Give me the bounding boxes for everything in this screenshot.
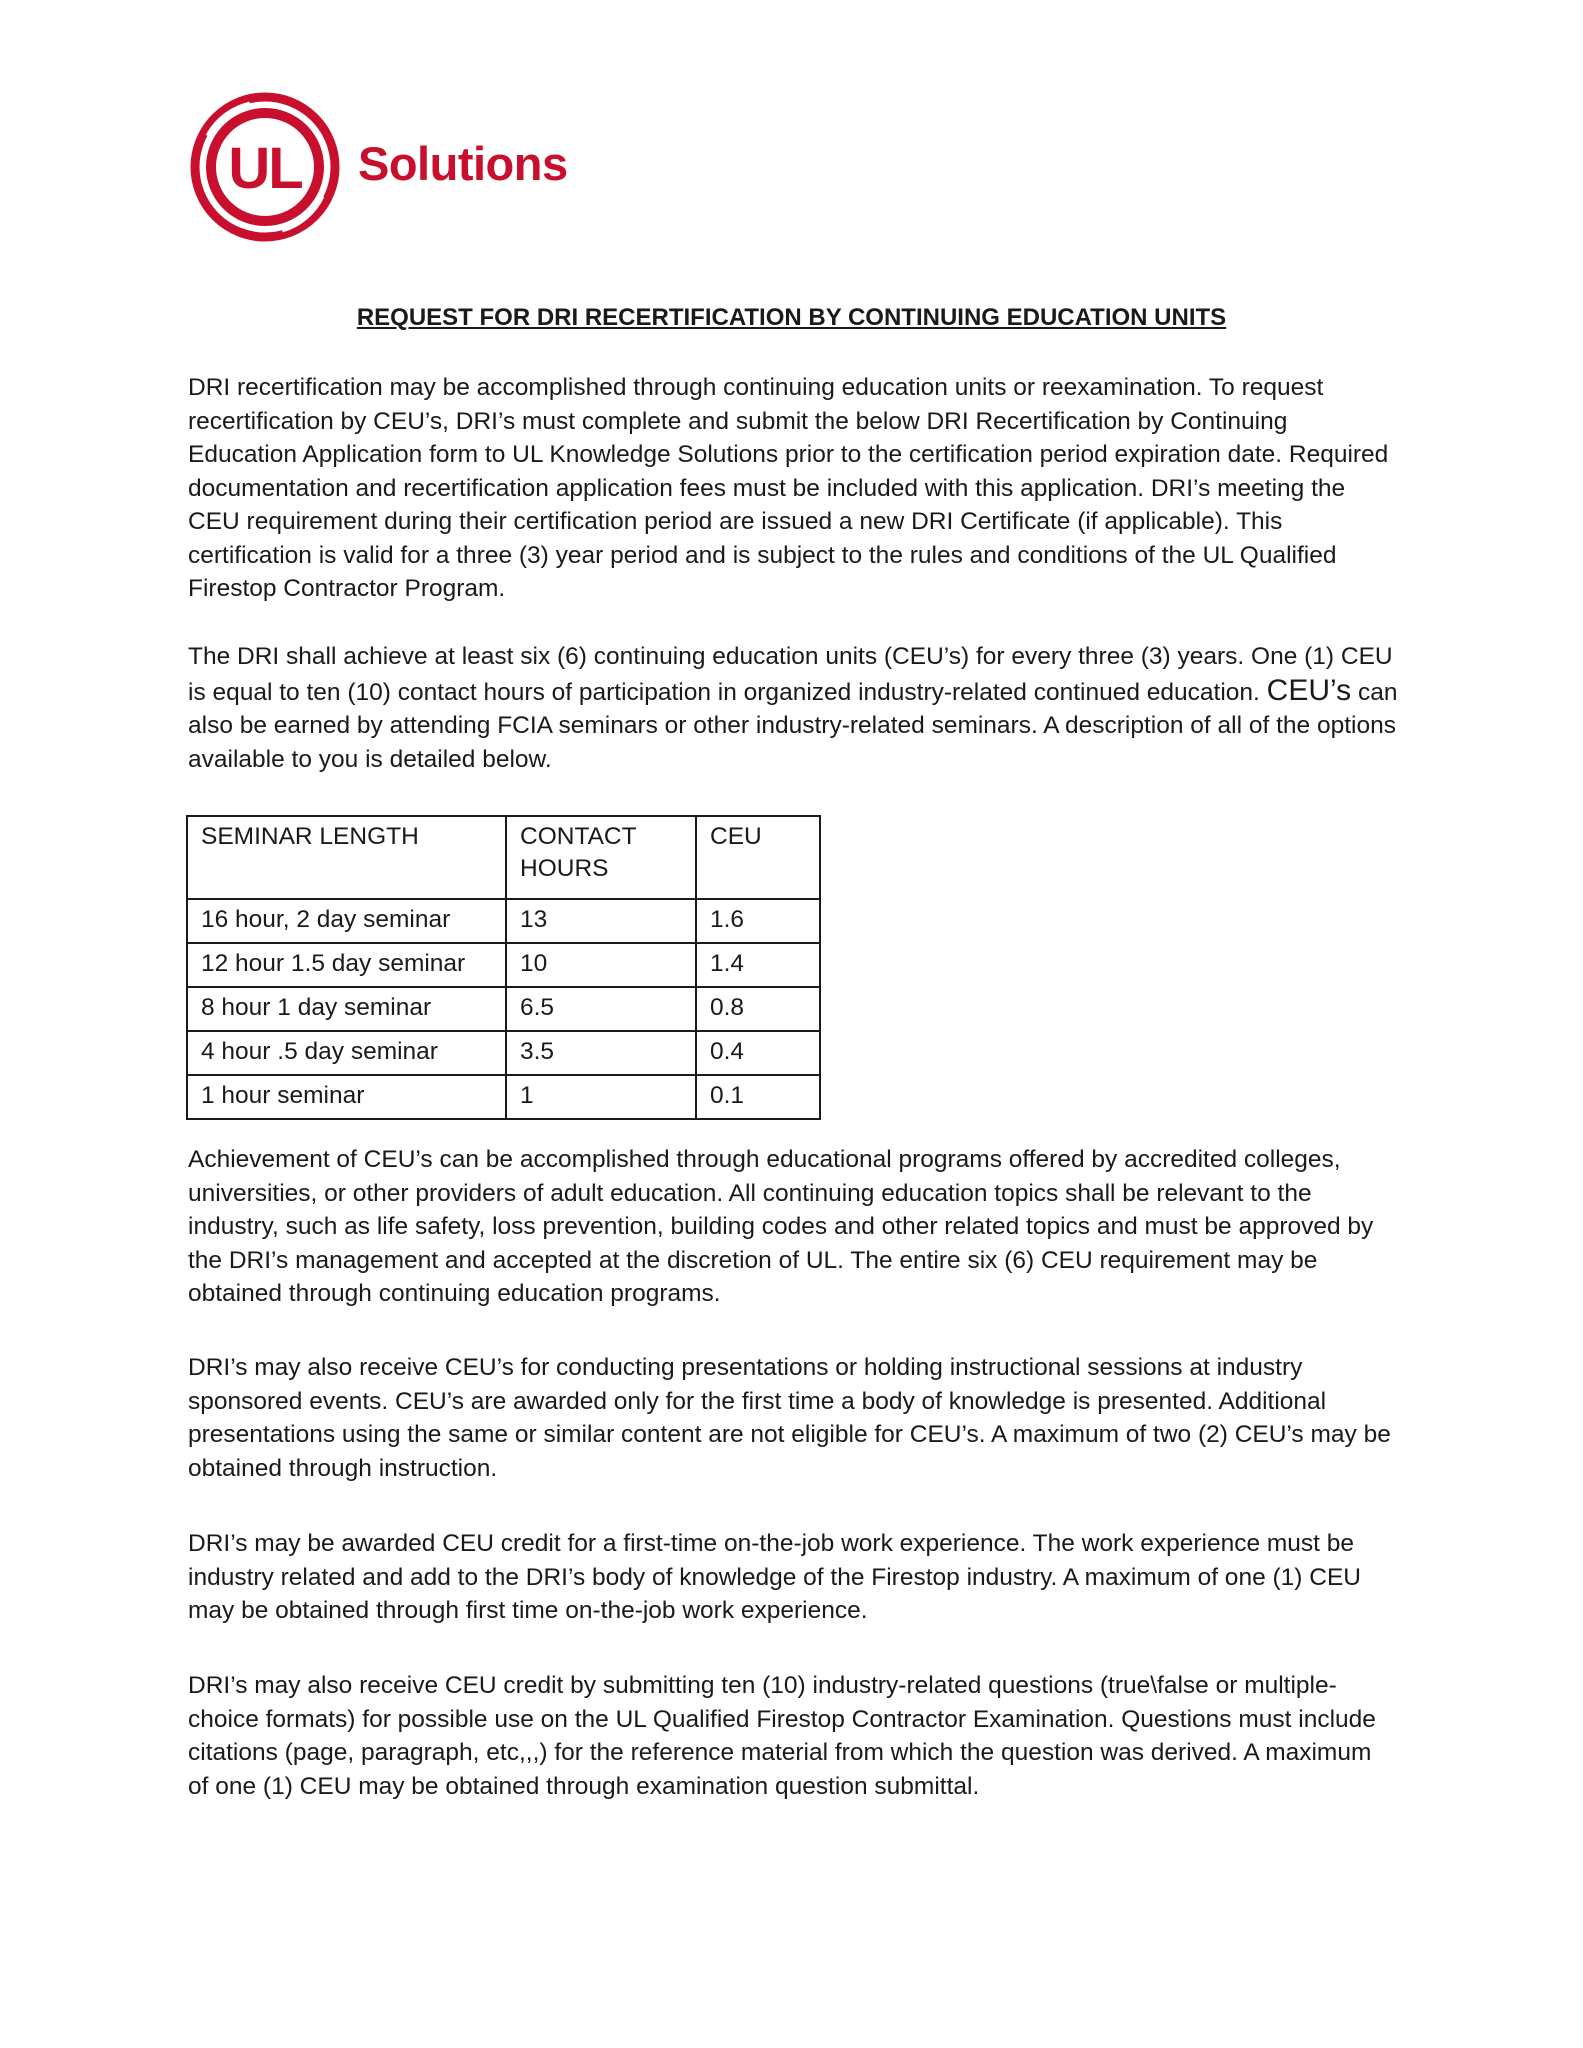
table-cell: 0.4 — [696, 1031, 820, 1075]
table-header-row — [187, 816, 820, 899]
ceu-requirement-text-cont: can also be earned by attending FCIA seminars or other industry-related seminars. A description of all of the options available to you is detailed below. — [188, 678, 1398, 773]
table-cell: 0.1 — [696, 1075, 820, 1119]
table-cell: 0.8 — [696, 987, 820, 1031]
ceu-requirement-text: The DRI shall achieve at least six (6) continuing education units (CEU’s) for every three (3) years. One (1) CEU is equal to ten (10) contact hours of participation in organized industry-related continued education. — [188, 643, 1393, 706]
table-cell: 1 — [506, 1075, 696, 1119]
paragraph-ceu-requirement — [188, 640, 1398, 776]
table-cell: 3.5 — [506, 1031, 696, 1075]
ul-logo-letters — [190, 92, 340, 242]
table-row — [187, 1075, 820, 1119]
table-row — [187, 943, 820, 987]
column-header-ceu: CEU — [696, 816, 820, 899]
svg-text:UL: UL — [228, 136, 302, 201]
table-cell: 10 — [506, 943, 696, 987]
paragraph-recertification-intro: DRI recertification may be accomplished through continuing education units or reexamination. To request recertification by CEU’s, DRI’s must complete and submit the below DRI Recertification by Continuing Education Application form to UL Knowledge Solutions prior to the certification period expiration date. Required documentation and recertification application fees must be included with this application. DRI’s meeting the CEU requirement during their certification period are issued a new DRI Certificate (if applicable). This certification is valid for a three (3) year period and is subject to the rules and conditions of the UL Qualified Firestop Contractor Program. — [188, 374, 1389, 602]
column-header-seminar-length: SEMINAR LENGTH — [187, 816, 506, 899]
document-title: REQUEST FOR DRI RECERTIFICATION BY CONTINUING EDUCATION UNITS — [356, 304, 1227, 331]
table-row — [187, 899, 820, 943]
paragraph-presentations: DRI’s may also receive CEU’s for conducting presentations or holding instructional sessions at industry sponsored events. CEU’s are awarded only for the first time a body of knowledge is presented. Additional presentations using the same or similar content are not eligible for CEU’s. A maximum of two (2) CEU’s may be obtained through instruction. — [188, 1354, 1391, 1482]
paragraph-work-experience: DRI’s may be awarded CEU credit for a first-time on-the-job work experience. The work experience must be industry related and add to the DRI’s body of knowledge of the Firestop industry. A maximum of one (1) CEU may be obtained through first time on-the-job work experience. — [188, 1530, 1361, 1624]
paragraph-exam-questions: DRI’s may also receive CEU credit by submitting ten (10) industry-related questions (true\false or multiple-choice formats) for possible use on the UL Qualified Firestop Contractor Examination. Questions must include citations (page, paragraph, etc,,,) for the reference material from which the question was derived. A maximum of one (1) CEU may be obtained through examination question submittal. — [188, 1672, 1376, 1800]
paragraph-education-programs: Achievement of CEU’s can be accomplished through educational programs offered by accredited colleges, universities, or other providers of adult education. All continuing education topics shall be relevant to the industry, such as life safety, loss prevention, building codes and other related topics and must be approved by the DRI’s management and accepted at the discretion of UL. The entire six (6) CEU requirement may be obtained through continuing education programs. — [188, 1146, 1374, 1307]
ceu-emphasis: CEU’s — [1266, 673, 1352, 707]
table-cell: 8 hour 1 day seminar — [187, 987, 506, 1031]
column-header-contact-hours: CONTACT HOURS — [506, 816, 696, 899]
table-cell: 16 hour, 2 day seminar — [187, 899, 506, 943]
table-cell: 1.6 — [696, 899, 820, 943]
logo-wordmark: Solutions — [358, 137, 568, 190]
table-cell: 4 hour .5 day seminar — [187, 1031, 506, 1075]
table-row — [187, 1031, 820, 1075]
table-cell: 1 hour seminar — [187, 1075, 506, 1119]
table-cell: 12 hour 1.5 day seminar — [187, 943, 506, 987]
table-cell: 1.4 — [696, 943, 820, 987]
table-cell: 13 — [506, 899, 696, 943]
table-row — [187, 987, 820, 1031]
table-cell: 6.5 — [506, 987, 696, 1031]
seminar-ceu-table — [186, 815, 821, 1120]
